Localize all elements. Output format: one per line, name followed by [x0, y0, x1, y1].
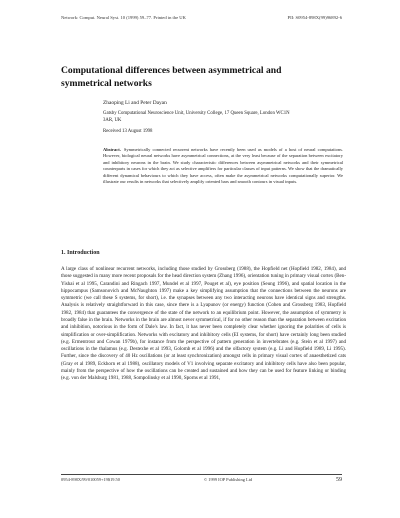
page-footer [61, 477, 342, 483]
issn-line: 0954-898X/99/010059+19$19.50 [61, 477, 120, 482]
abstract-text: Symmetrically connected recurrent networks have recently been used as models of a host of neural computations. However, biological neural networks have asymmetrical connections, at the very least because of the separation between excitatory and inhibitory neurons in the brain. We study characteristic differences between asymmetrical networks and their symmetrical counterparts in cases for which they act as selective amplifiers for particular classes of input patterns. We show that the dramatically different dynamical behaviours to which they have access, often make the asymmetrical networks computationally superior. We illustrate our results in networks that selectively amplify oriented bars and smooth contours in visual inputs. [103, 147, 343, 185]
author-list: Zhaoping Li and Peter Dayan [103, 100, 167, 106]
running-header [61, 15, 342, 21]
title-line-2: symmetrical networks [61, 77, 152, 89]
received-date: Received 13 August 1998 [103, 129, 153, 134]
copyright-line: © 1999 IOP Publishing Ltd [203, 477, 253, 482]
section-heading: 1. Introduction [61, 250, 100, 256]
affiliation [103, 110, 343, 124]
affiliation-line-1: Gatsby Computational Neuroscience Unit, University College, 17 Queen Square, London WC1N [103, 111, 290, 116]
page-number: 59 [335, 477, 342, 483]
intro-paragraph: A large class of nonlinear recurrent networks, including those studied by Grossberg (1988), the Hopfield net (Hopfield 1982, 1984), and those suggested in many more recent proposals for the head direction system (Zhang 1996), orientation tuning in primary visual cortex (Ben-Yishai et al 1995, Carandini and Ringach 1997, Mundel et al 1997, Pouget et al), eye position (Seung 1996), and spatial location in the hippocampus (Samsonovich and McNaughton 1997) make a key simplifying assumption that the connections between the neurons are symmetric (we call these S systems, for short), i.e. the synapses between any two interacting neurons have identical signs and strengths. Analysis is relatively straightforward in this case, since there is a Lyapunov (or energy) function (Cohen and Grossberg 1983, Hopfield 1982, 1984) that guarantees the convergence of the state of the network to an equilibrium point. However, the assumption of symmetry is broadly false in the brain. Networks in the brain are almost never symmetrical, if for no other reason than the separation between excitation and inhibition, notorious in the form of Dale's law. In fact, it has never been completely clear whether ignoring the polarities of cells is simplification or over-simplification. Networks with excitatory and inhibitory cells (EI systems, for short) have certainly long been studied (e.g. Ermentrout and Cowan 1979b), for instance from the perspective of pattern generation in invertebrates (e.g. Stein et al 1997) and oscillations in the thalamus (e.g. Destexhe et al 1993, Golomb et al 1996) and the olfactory system (e.g. Li and Hopfield 1989, Li 1995). Further, since the discovery of 40 Hz oscillations (or at least synchronization) amongst cells in primary visual cortex of anaesthetized cats (Gray et al 1989, Eckhorn et al 1988), oscillatory models of V1 involving separate excitatory and inhibitory cells have also been popular, mainly from the perspective of how the oscillations can be created and sustained and how they can be used for feature linking or binding (e.g. von der Malsburg 1981, 1988, Sompolinsky et al 1990, Sporns et al 1991, [61, 266, 346, 382]
footer-divider [61, 474, 342, 475]
journal-citation: Network: Comput. Neural Syst. 10 (1999) 59–77. Printed in the UK [61, 15, 186, 20]
abstract-label: Abstract. [103, 147, 121, 152]
body-text [61, 266, 346, 383]
pii-code: PII: S0954-898X(99)96892-6 [287, 15, 342, 20]
paper-title [61, 65, 351, 90]
abstract [103, 147, 343, 185]
title-line-1: Computational differences between asymmetrical and [61, 65, 282, 76]
affiliation-line-2: 3AR, UK [103, 118, 122, 123]
